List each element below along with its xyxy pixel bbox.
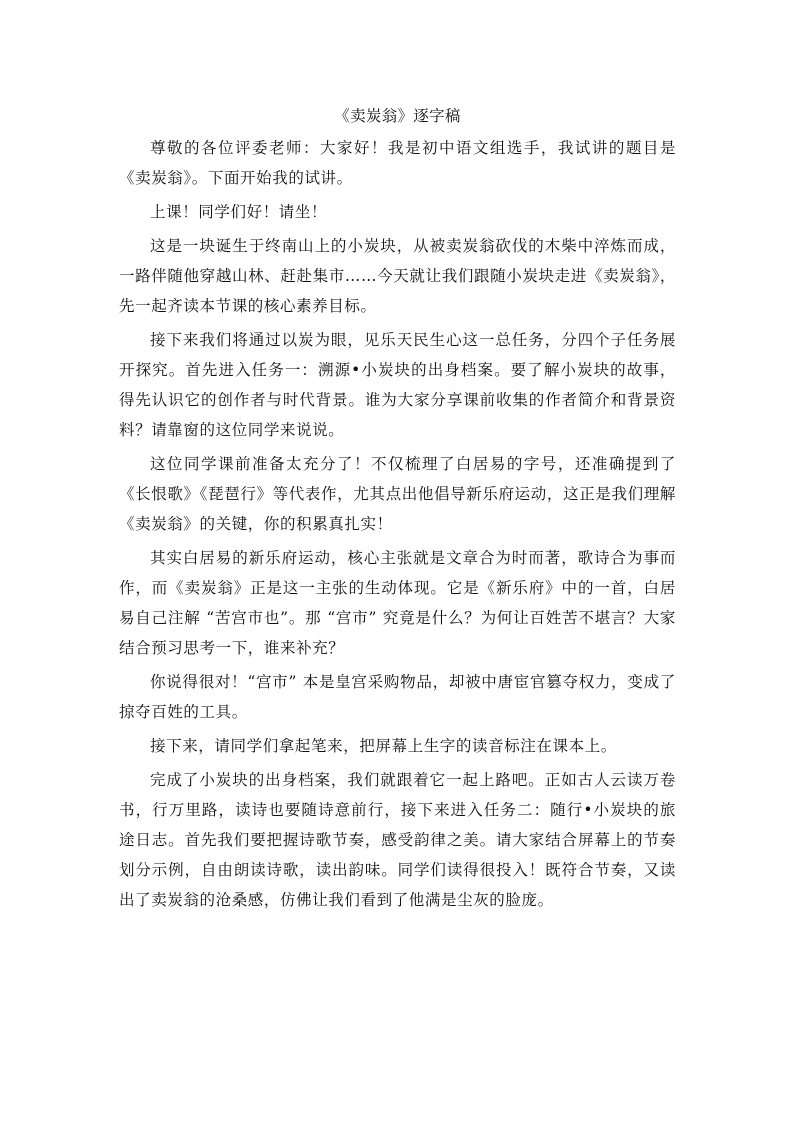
paragraph-praise: 这位同学课前准备太充分了！不仅梳理了白居易的字号，还准确提到了《长恨歌》《琵琶行》等代表作，尤其点出他倡导新乐府运动，这正是我们理解《卖炭翁》的关键，你的积累真扎实！	[119, 455, 676, 533]
document-title: 《卖炭翁》逐字稿	[334, 107, 461, 125]
document-body	[119, 103, 676, 919]
paragraph-pronunciation: 接下来，请同学们拿起笔来，把屏幕上生字的读音标注在课本上。	[150, 737, 617, 755]
paragraph-new-yuefu: 其实白居易的新乐府运动，核心主张就是文章合为时而著，歌诗合为事而作，而《卖炭翁》正是这一主张的生动体现。它是《新乐府》中的一首，白居易自己注解 “苦宫市也”。那 “宫市” 究竟是什么？为何让百姓苦不堪言？大家结合预习思考一下，谁来补充？	[119, 549, 676, 657]
paragraph-gongshi: 你说得很对！“宫市” 本是皇宫采购物品，却被中唐宦官篡夺权力，变成了掠夺百姓的工具。	[119, 673, 676, 721]
paragraph-introduction: 这是一块诞生于终南山上的小炭块，从被卖炭翁砍伐的木柴中淬炼而成，一路伴随他穿越山林、赶赴集市……今天就让我们跟随小炭块走进《卖炭翁》，先一起齐读本节课的核心素养目标。	[119, 237, 676, 315]
paragraph-class-start: 上课！同学们好！请坐！	[150, 203, 328, 221]
paragraph-greeting: 尊敬的各位评委老师：大家好！我是初中语文组选手，我试讲的题目是《卖炭翁》。下面开始我的试讲。	[119, 139, 676, 187]
paragraph-task-two: 完成了小炭块的出身档案，我们就跟着它一起上路吧。正如古人云读万卷书，行万里路，读诗也要随诗意前行，接下来进入任务二：随行•小炭块的旅途日志。首先我们要把握诗歌节奏，感受韵律之美。请大家结合屏幕上的节奏划分示例，自由朗读诗歌，读出韵味。同学们读得很投入！既符合节奏，又读出了卖炭翁的沧桑感，仿佛让我们看到了他满是尘灰的脸庞。	[119, 771, 676, 909]
paragraph-task-one: 接下来我们将通过以炭为眼，见乐天民生心这一总任务，分四个子任务展开探究。首先进入任务一：溯源•小炭块的出身档案。要了解小炭块的故事，得先认识它的创作者与时代背景。谁为大家分享课前收集的作者简介和背景资料？请靠窗的这位同学来说说。	[119, 331, 676, 439]
